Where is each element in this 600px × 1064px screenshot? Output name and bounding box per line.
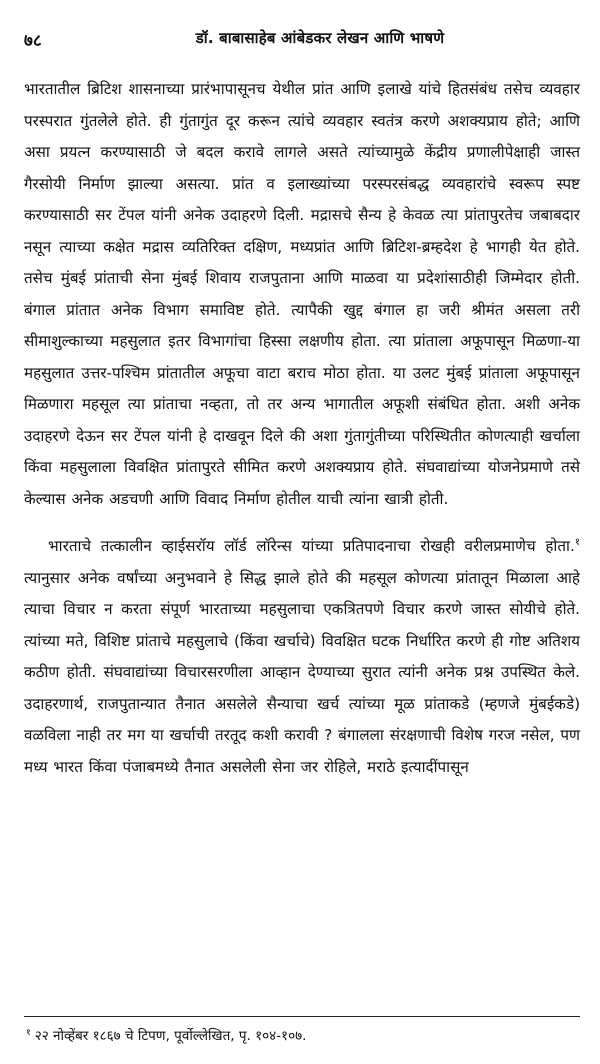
running-head: डॉ. बाबासाहेब आंबेडकर लेखन आणि भाषणे [195, 29, 445, 47]
page-header [24, 28, 576, 52]
body-text [24, 74, 580, 783]
paragraph-2 [24, 531, 580, 783]
paragraph-1: भारतातील ब्रिटिश शासनाच्या प्रारंभापासूनच येथील प्रांत आणि इलाखे यांचे हितसंबंध तसेच व्यवहार परस्परात गुंतलेले होते. ही गुंतागुंत दूर करून त्यांचे व्यवहार स्वतंत्र करणे अशक्यप्राय होते; आणि असा प्रयत्न करण्यासाठी जे बदल करावे लागले असते त्यांच्यामुळे केंद्रीय प्रणालीपेक्षाही जास्त गैरसोयी निर्माण झाल्या असत्या. प्रांत व इलाख्यांच्या परस्परसंबद्ध व्यवहारांचे स्वरूप स्पष्ट करण्यासाठी सर टेंपल यांनी अनेक उदाहरणे दिली. मद्रासचे सैन्य हे केवळ त्या प्रांतापुरतेच जबाबदार नसून त्याच्या कक्षेत मद्रास व्यतिरिक्त दक्षिण, मध्यप्रांत आणि ब्रिटिश-ब्रम्हदेश हे भागही येत होते. तसेच मुंबई प्रांताची सेना मुंबई शिवाय राजपुताना आणि माळवा या प्रदेशांसाठीही जिम्मेदार होती. बंगाल प्रांतात अनेक विभाग समाविष्ट होते. त्यापैकी खुद्द बंगाल हा जरी श्रीमंत असला तरी सीमाशुल्काच्या महसुलात इतर विभागांचा हिस्सा लक्षणीय होता. त्या प्रांताला अफूपासून मिळणा-या महसुलात उत्तर-पश्चिम प्रांतातील अफूचा वाटा बराच मोठा होता. या उलट मुंबई प्रांताला अफूपासून मिळणारा महसूल त्या प्रांताचा नव्हता, तो तर अन्य भागातील अफूशी संबंधित होता. अशी अनेक उदाहरणे देऊन सर टेंपल यांनी हे दाखवून दिले की अशा गुंतागुंतीच्या परिस्थितीत कोणत्याही खर्चाला किंवा महसुलाला विवक्षित प्रांतापुरते सीमित करणे अशक्यप्राय होते. संघवाद्यांच्या योजनेप्रमाणे तसे केल्यास अनेक अडचणी आणि विवाद निर्माण होतील याची त्यांना खात्री होती. [24, 80, 580, 508]
footnote-text: २२ नोव्हेंबर १८६७ चे टिपण, पूर्वोल्लेखित, पृ. १०४-१०७. [34, 1028, 307, 1044]
page-number: ७८ [24, 31, 42, 51]
footnote-reference-marker: १ [574, 536, 580, 548]
paragraph-2-part-b: त्यानुसार अनेक वर्षांच्या अनुभवाने हे सिद्ध झाले होते की महसूल कोणत्या प्रांतातून मिळाला आहे त्याचा विचार न करता संपूर्ण भारताच्या महसुलाचा एकत्रितपणे विचार करणे जास्त सोयीचे होते. त्यांच्या मते, विशिष्ट प्रांताचे महसुलाचे (किंवा खर्चाचे) विवक्षित घटक निर्धारित करणे ही गोष्ट अतिशय कठीण होती. संघवाद्यांच्या विचारसरणीला आव्हान देण्याच्या सुरात त्यांनी अनेक प्रश्न उपस्थित केले. उदाहरणार्थ, राजपुतान्यात तैनात असलेले सैन्याचा खर्च त्यांच्या मूळ प्रांताकडे (म्हणजे मुंबईकडे) वळविला नाही तर मग या खर्चाची तरतूद कशी करावी ? बंगालला संरक्षणाची विशेष गरज नसेल, पण मध्य भारत किंवा पंजाबमध्ये तैनात असलेली सेना जर रोहिले, मराठे इत्यादींपासून [24, 568, 580, 776]
footnote-divider [24, 1016, 580, 1017]
footnote-marker: १ [26, 1027, 31, 1038]
footnote [26, 1026, 582, 1046]
paragraph-2-part-a: भारताचे तत्कालीन व्हाईसरॉय लॉर्ड लॉरेन्स यांच्या प्रतिपादनाचा रोखही वरीलप्रमाणेच होता. [48, 537, 575, 555]
